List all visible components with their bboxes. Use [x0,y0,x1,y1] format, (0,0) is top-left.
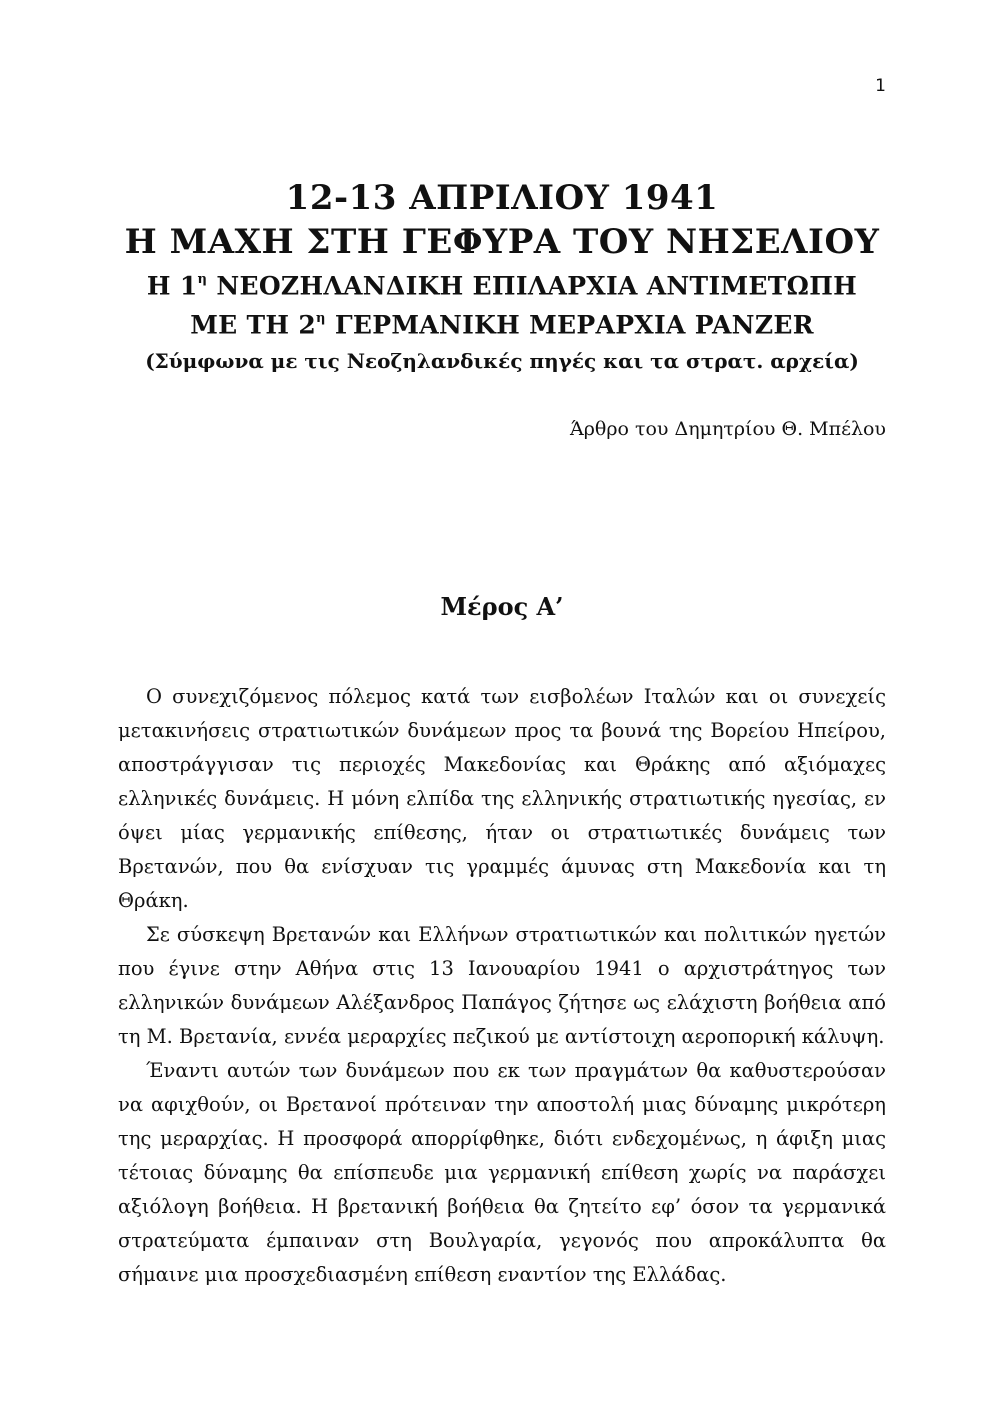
subtitle-line-1 [0,264,1004,303]
subtitle-line-2 [0,303,1004,342]
article-header [0,176,1004,379]
source-note: (Σύμφωνα με τις Νεοζηλανδικές πηγές και τα στρατ. αρχεία) [145,348,859,373]
paragraph-2: Σε σύσκεψη Βρετανών και Ελλήνων στρατιωτικών και πολιτικών ηγετών που έγινε στην Αθήνα στις 13 Ιανουαρίου 1941 ο αρχιστράτηγος των ελληνικών δυνάμεων Αλέξανδρος Παπάγος ζήτησε ως ελάχιστη βοήθεια από τη Μ. Βρετανία, εννέα μεραρχίες πεζικού με αντίστοιχη αεροπορική κάλυψη. [118,923,886,1048]
subtitle-2-superscript: η [316,311,326,327]
article-body [118,680,886,1292]
subtitle-2-before: ΜΕ ΤΗ 2 [190,310,317,340]
subtitle-1-before: Η 1 [146,271,198,301]
paragraph-3: Έναντι αυτών των δυνάμεων που εκ των πραγμάτων θα καθυστερούσαν να αφιχθούν, οι Βρετανοί πρότειναν την αποστολή μιας δύναμης μικρότερη της μεραρχίας. Η προσφορά απορρίφθηκε, διότι ενδεχομένως, η άφιξη μιας τέτοιας δύναμης θα επίσπευδε μια γερμανική επίθεση χωρίς να παράσχει αξιόλογη βοήθεια. Η βρετανική βοήθεια θα ζητείτο εφ’ όσον τα γερμανικά στρατεύματα έμπαιναν στη Βουλγαρία, γεγονός που απροκάλυπτα θα σήμαινε μια προσχεδιασμένη επίθεση εναντίον της Ελλάδας. [118,1059,886,1286]
title-line-2: Η ΜΑΧΗ ΣΤΗ ΓΕΦΥΡΑ ΤΟΥ ΝΗΣΕΛΙΟΥ [124,222,880,262]
page-number: 1 [875,76,886,96]
subtitle-1-superscript: η [197,272,208,287]
subtitle-2-after: ΓΕΡΜΑΝΙΚΗ ΜΕΡΑΡΧΙΑ PANZER [325,310,814,340]
paragraph-1: Ο συνεχιζόμενος πόλεμος κατά των εισβολέων Ιταλών και οι συνεχείς μετακινήσεις στρατιωτικών δυνάμεων προς τα βουνά της Βορείου Ηπείρου, αποστράγγισαν τις περιοχές Μακεδονίας και Θράκης από αξιόμαχες ελληνικές δυνάμεις. Η μόνη ελπίδα της ελληνικής στρατιωτικής ηγεσίας, εν όψει μίας γερμανικής επίθεσης, ήταν οι στρατιωτικές δυνάμεις των Βρετανών, που θα ενίσχυαν τις γραμμές άμυνας στη Μακεδονία και τη Θράκη. [118,685,886,912]
author-byline: Άρθρο του Δημητρίου Θ. Μπέλου [570,418,886,440]
part-heading: Μέρος Α’ [440,592,564,621]
subtitle-1-after: ΝΕΟΖΗΛΑΝΔΙΚΗ ΕΠΙΛΑΡΧΙΑ ΑΝΤΙΜΕΤΩΠΗ [207,271,858,301]
title-line-1: 12-13 ΑΠΡΙΛΙΟΥ 1941 [285,178,719,218]
